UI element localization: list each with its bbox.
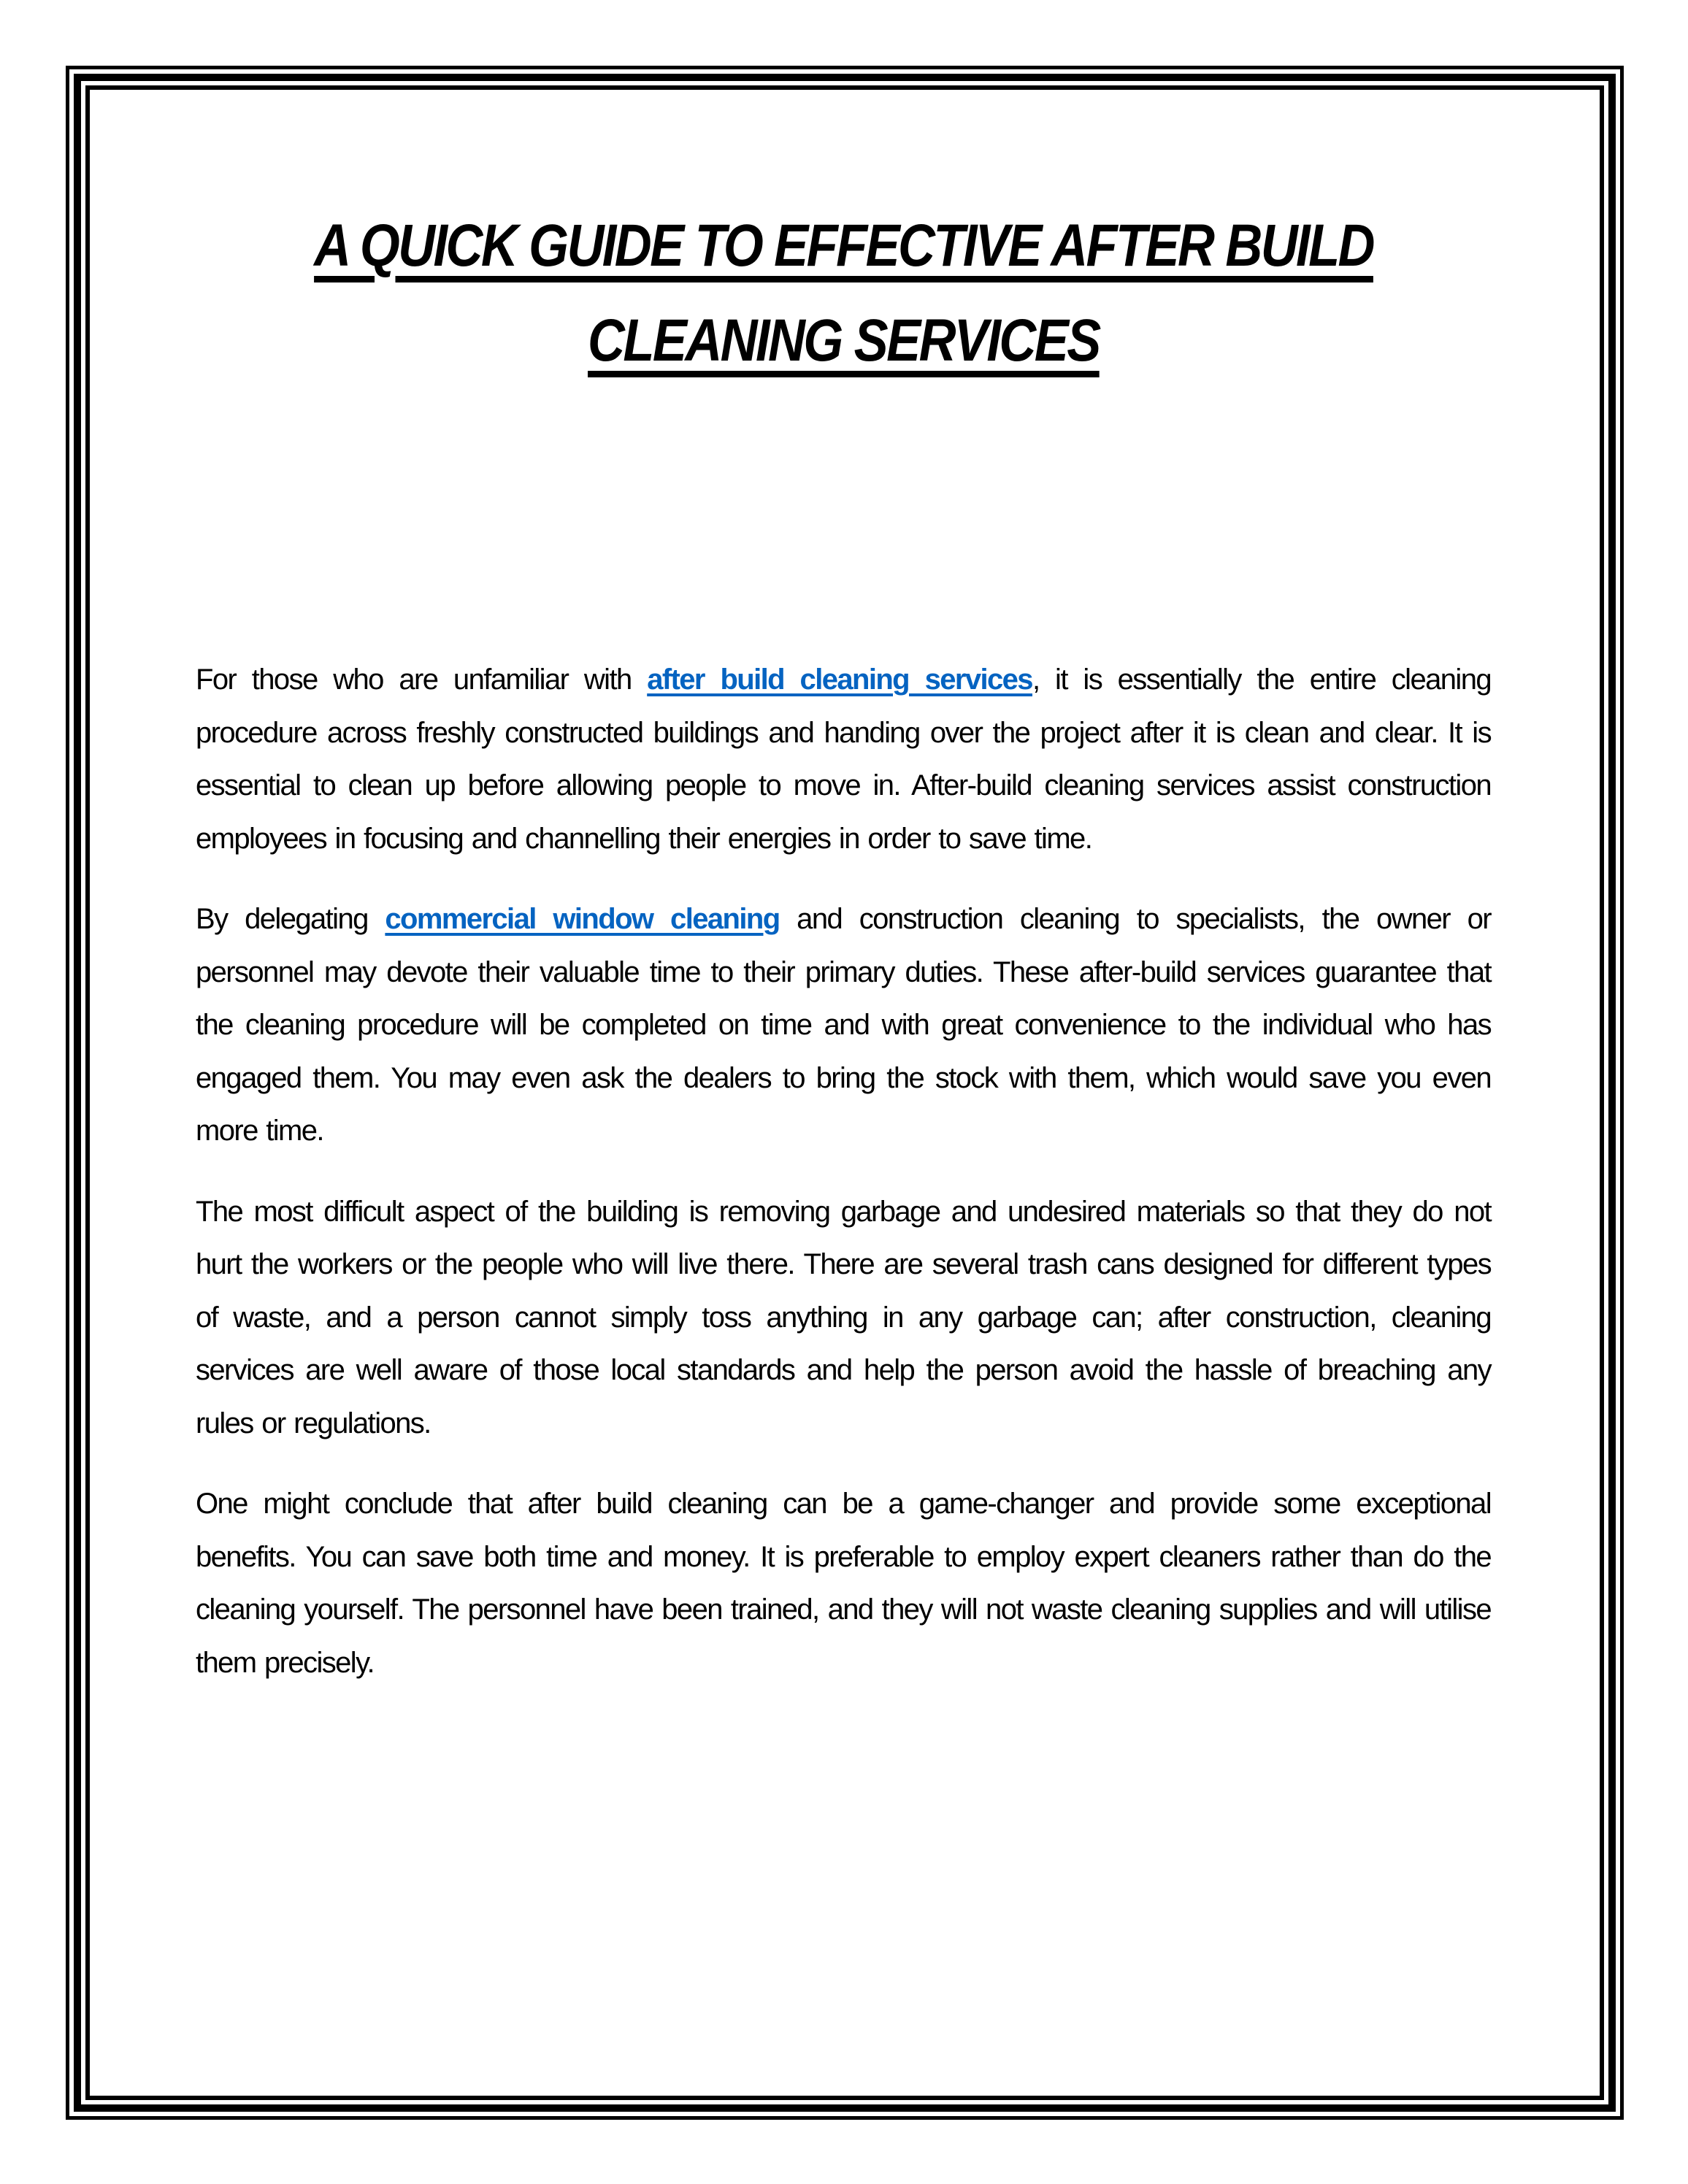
paragraph-4 xyxy=(196,1477,1491,1689)
paragraph-text: The most difficult aspect of the building is removing garbage and undesired materials so that they do not hurt the workers or the people who will live there. There are several trash cans designed for different types of waste, and a person cannot simply toss anything in any garbage can; after construction, cleaning services are well aware of those local standards and help the person avoid the hassle of breaching any rules or regulations. xyxy=(196,1195,1491,1439)
document-body xyxy=(196,653,1491,1717)
paragraph-1 xyxy=(196,653,1491,865)
link-after-build-cleaning-services[interactable]: after build cleaning services xyxy=(647,664,1032,696)
title-line-1 xyxy=(196,199,1491,293)
paragraph-text: For those who are unfamiliar with xyxy=(196,664,648,696)
link-commercial-window-cleaning[interactable]: commercial window cleaning xyxy=(385,903,780,935)
document-title xyxy=(196,199,1491,388)
title-line-2 xyxy=(196,293,1491,388)
paragraph-text: One might conclude that after build cleaning can be a game-changer and provide some exceptional benefits. You can save both time and money. It is preferable to employ expert cleaners rather than do the cleaning yourself. The personnel have been trained, and they will not waste cleaning supplies and will utilise them precisely. xyxy=(196,1488,1491,1679)
paragraph-2 xyxy=(196,893,1491,1158)
paragraph-3 xyxy=(196,1185,1491,1450)
paragraph-text: and construction cleaning to specialists, the owner or personnel may devote their valuable time to their primary duties. These after-build services guarantee that the cleaning procedure will be completed on time and with great convenience to the individual who has engaged them. You may even ask the dealers to bring the stock with them, which would save you even more time. xyxy=(196,903,1491,1147)
paragraph-text: By delegating xyxy=(196,903,385,935)
title-line-1-text: A QUICK GUIDE TO EFFECTIVE AFTER BUILD xyxy=(313,212,1373,279)
title-line-2-text: CLEANING SERVICES xyxy=(587,307,1100,374)
paragraph-text: , it is essentially the entire cleaning procedure across freshly constructed buildings and handing over the project after it is clean and clear. It is essential to clean up before allowing people to move in. After-build cleaning services assist construction employees in focusing and channelling their energies in order to save time. xyxy=(196,664,1491,855)
